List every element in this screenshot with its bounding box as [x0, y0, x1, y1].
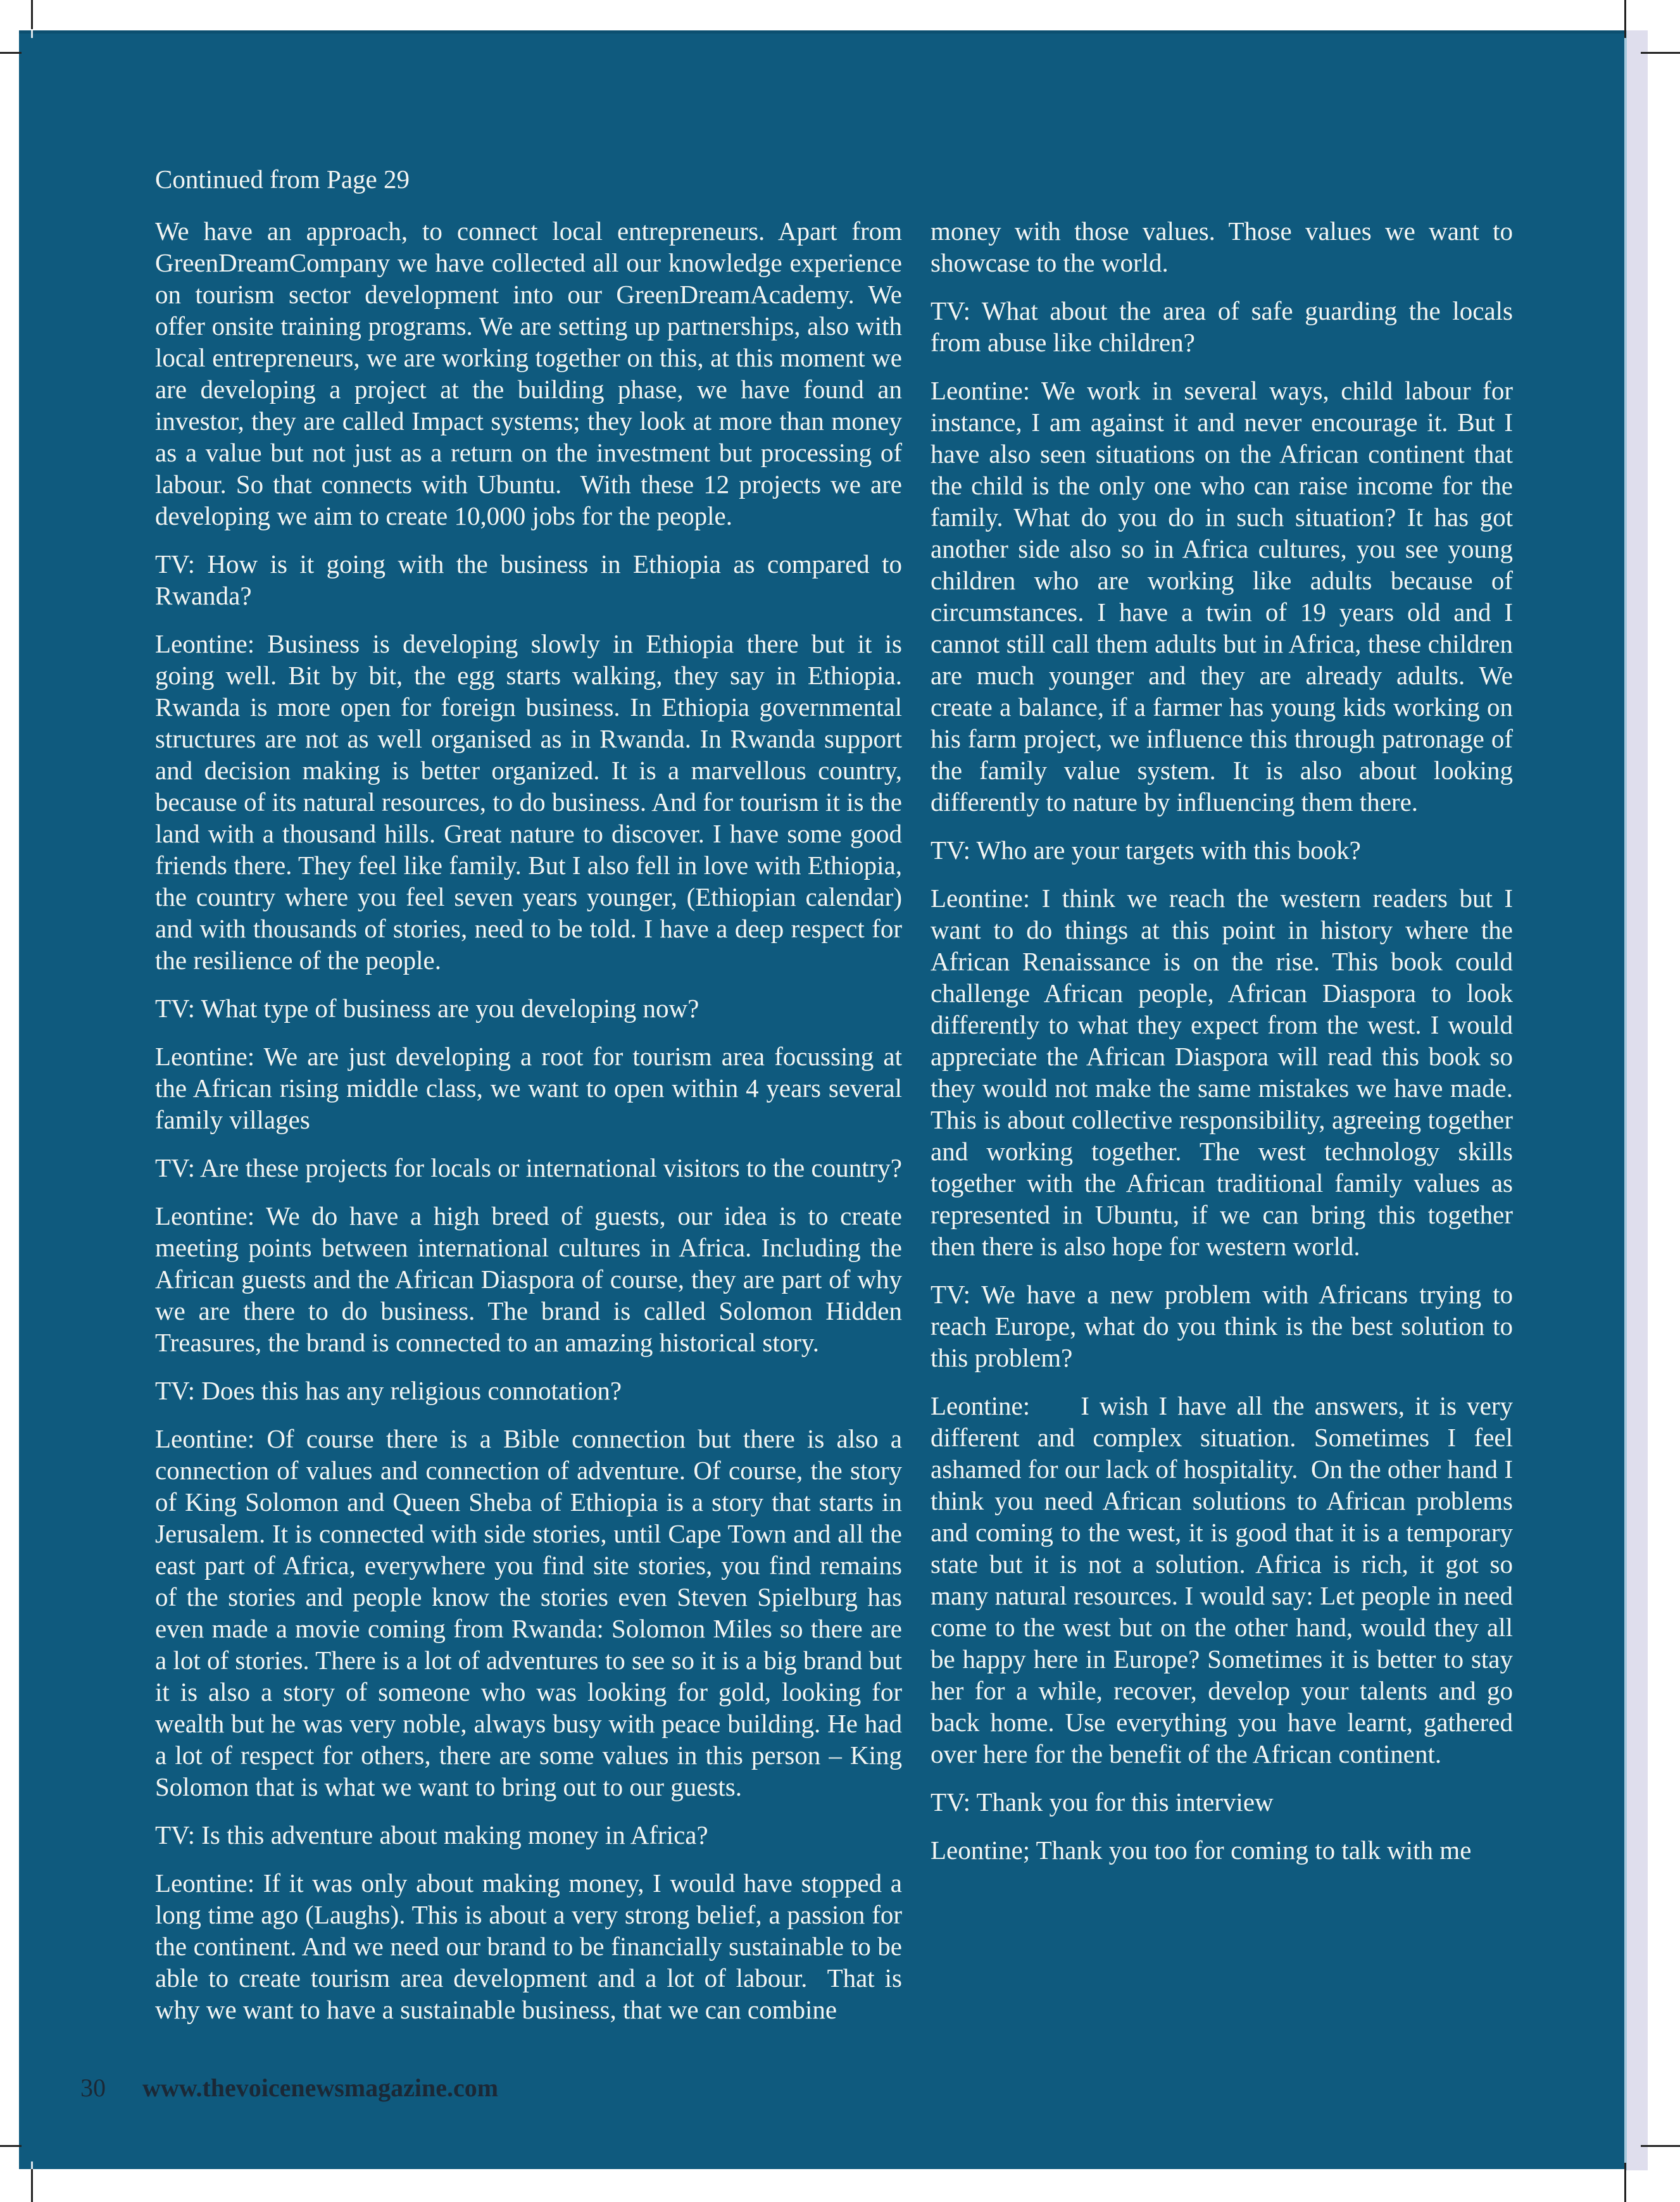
crop-mark: [0, 52, 22, 54]
website-url: www.thevoicenewsmagazine.com: [142, 2074, 499, 2102]
left-column: [155, 215, 902, 2042]
page-top-edge: [19, 30, 1624, 34]
crop-mark: [1624, 0, 1626, 38]
crop-mark: [1641, 2145, 1680, 2147]
crop-mark: [31, 2161, 33, 2169]
crop-mark: [1641, 52, 1680, 54]
crop-mark: [31, 2169, 33, 2202]
paragraph: TV: We have a new problem with Africans trying to reach Europe, what do you think is the best solution to this problem?: [931, 1280, 1513, 1372]
right-column: [931, 215, 1513, 1882]
crop-mark: [1624, 2163, 1626, 2202]
crop-mark: [31, 30, 33, 38]
paragraph: TV: Who are your targets with this book?: [931, 835, 1361, 865]
paragraph: Leontine; Thank you too for coming to talk with me: [931, 1836, 1472, 1865]
paragraph: TV: Is this adventure about making money in Africa?: [155, 1820, 708, 1849]
page-footer: [80, 2074, 498, 2103]
paragraph: TV: What about the area of safe guarding the locals from abuse like children?: [931, 296, 1513, 357]
paragraph: Leontine: If it was only about making money, I would have stopped a long time ago (Laughs). This is about a very strong belief, a passion for the continent. And we need our brand to be financially sustainable to be able to create tourism area development and a lot of labour. That is why we want to have a sustainable business, that we can combine: [155, 1868, 902, 2024]
paragraph: TV: Thank you for this interview: [931, 1787, 1274, 1817]
paragraph: Leontine: We work in several ways, child labour for instance, I am against it and never encourage it. But I have also seen situations on the African continent that the child is the only one who can raise income for the family. What do you do in such situation? It has got another side also so in Africa cultures, you see young children who are working like adults because of circumstances. I have a twin of 19 years old and I cannot still call them adults but in Africa, these children are much younger and they are already adults. We create a balance, if a farmer has young kids working on his farm project, we influence this through patronage of the family value system. It is also about looking differently to nature by influencing them there.: [931, 376, 1513, 816]
paragraph: We have an approach, to connect local entrepreneurs. Apart from GreenDreamCompany we have collected all our knowledge experience on tourism sector development into our GreenDreamAcademy. We offer onsite training programs. We are setting up partnerships, also with local entrepreneurs, we are working together on this, at this moment we are developing a project at the building phase, we have found an investor, they are called Impact systems; they look at more than money as a value but not just as a return on the investment but processing of labour. So that connects with Ubuntu. With these 12 projects we are developing we aim to create 10,000 jobs for the people.: [155, 216, 902, 530]
paragraph: money with those values. Those values we want to showcase to the world.: [931, 216, 1513, 277]
paragraph: Leontine: I wish I have all the answers, it is very different and complex situation. Sometimes I feel ashamed for our lack of hospitality. On the other hand I think you need African solutions to African problems and coming to the west, it is good that it is a temporary state but it is not a solution. Africa is rich, it got so many natural resources. I would say: Let people in need come to the west but on the other hand, would they all be happy here in Europe? Sometimes it is better to stay her for a while, recover, develop your talents and go back home. Use everything you have learnt, gathered over here for the benefit of the African continent.: [931, 1391, 1513, 1768]
paragraph: TV: How is it going with the business in Ethiopia as compared to Rwanda?: [155, 549, 902, 610]
paragraph: Leontine: I think we reach the western readers but I want to do things at this point in history where the African Renaissance is on the rise. This book could challenge African people, African Diaspora to look differently to what they expect from the west. I would appreciate the African Diaspora will read this book so they would not make the same mistakes we have made. This is about collective responsibility, agreeing together and working together. The west technology skills together with the African traditional family values as represented in Ubuntu, if we can bring this together then there is also hope for western world.: [931, 884, 1513, 1261]
paragraph: TV: What type of business are you developing now?: [155, 994, 699, 1023]
bleed-strip: [1624, 30, 1648, 2170]
crop-mark: [0, 2145, 22, 2147]
paragraph: TV: Does this has any religious connotation?: [155, 1376, 622, 1405]
page-number: 30: [80, 2074, 106, 2102]
paragraph: TV: Are these projects for locals or international visitors to the country?: [155, 1153, 902, 1182]
paragraph: Leontine: Of course there is a Bible connection but there is also a connection of values and connection of adventure. Of course, the story of King Solomon and Queen Sheba of Ethiopia is a story that starts in Jerusalem. It is connected with side stories, until Cape Town and all the east part of Africa, everywhere you find site stories, you find remains of the stories and people know the stories even Steven Spielburg has even made a movie coming from Rwanda: Solomon Miles so there are a lot of stories. There is a lot of adventures to see so it is a big brand but it is also a story of someone who was looking for gold, looking for wealth but he was very noble, always busy with peace building. He had a lot of respect for others, there are some values in this person – King Solomon that is what we want to bring out to our guests.: [155, 1424, 903, 1801]
paragraph: Leontine: Business is developing slowly in Ethiopia there but it is going well. Bit by bit, the egg starts walking, they say in Ethiopia. Rwanda is more open for foreign business. In Ethiopia governmental structures are not as well organised as in Rwanda. In Rwanda support and decision making is better organized. It is a marvellous country, because of its natural resources, to do business. And for tourism it is the land with a thousand hills. Great nature to discover. I have some good friends there. They feel like family. But I also fell in love with Ethiopia, the country where you feel seven years younger, (Ethiopian calendar) and with thousands of stories, need to be told. I have a deep respect for the resilience of the people.: [155, 629, 902, 975]
continued-note: Continued from Page 29: [155, 165, 410, 194]
paragraph: Leontine: We are just developing a root for tourism area focussing at the African rising middle class, we want to open within 4 years several family villages: [155, 1042, 902, 1134]
crop-mark: [31, 0, 33, 29]
paragraph: Leontine: We do have a high breed of guests, our idea is to create meeting points between international cultures in Africa. Including the African guests and the African Diaspora of course, they are part of why we are there to do business. The brand is called Solomon Hidden Treasures, the brand is connected to an amazing historical story.: [155, 1201, 902, 1357]
